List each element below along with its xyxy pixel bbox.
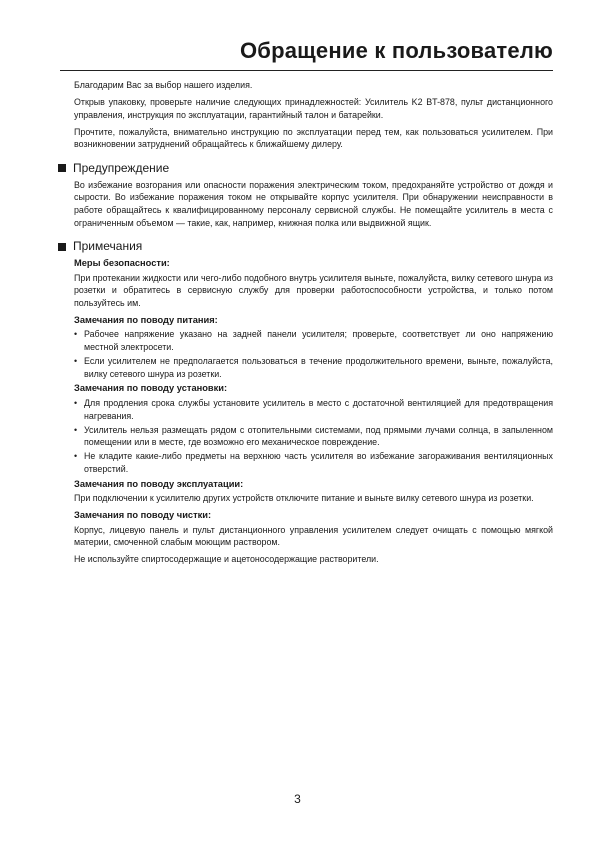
bullet-icon: • <box>74 424 78 435</box>
install-list <box>74 397 553 476</box>
warning-heading <box>58 161 553 176</box>
bullet-icon: • <box>74 397 78 408</box>
list-item <box>74 328 553 353</box>
list-item <box>74 450 553 475</box>
list-item-text: Для продления срока службы установите усилитель в место с достаточной вентиляцией для предотвращения нагревания. <box>84 397 553 421</box>
page-content <box>74 79 553 570</box>
list-item <box>74 397 553 422</box>
bullet-icon: • <box>74 329 78 340</box>
safety-title: Меры безопасности: <box>74 258 170 269</box>
intro-paragraph-2: Открыв упаковку, проверьте наличие следующих принадлежностей: Усилитель K2 BT-878, пульт дистанционного управления, инструкция по эксплуатации, гарантийный талон и батарейки. <box>74 96 553 120</box>
install-title: Замечания по поводу установки: <box>74 383 228 394</box>
notes-heading-text: Примечания <box>73 239 143 254</box>
warning-text: Во избежание возгорания или опасности поражения электрическим током, предохраняйте устройство от дождя и сырости. Во избежание поражения током не открывайте корпус усилителя. При обнаружении неисправности в работе обращайтесь к квалифицированному персоналу сервисной службы. Не помещайте усилитель в места с ограниченным объемом — такие, как, например, книжная полка или выдвижной ящик. <box>74 179 553 228</box>
page-number: 3 <box>294 792 301 806</box>
operation-title: Замечания по поводу эксплуатации: <box>74 478 244 489</box>
list-item-text: Усилитель нельзя размещать рядом с отопительными системами, под прямыми лучами солнца, в запыленном помещении или в месте, где возможно его механическое повреждение. <box>84 424 553 448</box>
cleaning-text-1: Корпус, лицевую панель и пульт дистанционного управления усилителем следует очищать с помощью мягкой материи, смоченной слабым моющим раствором. <box>74 524 553 548</box>
page-title: Обращение к пользователю <box>239 38 553 63</box>
list-item-text: Не кладите какие-либо предметы на верхнюю часть усилителя во избежание загораживания вентиляционных отверстий. <box>84 451 553 474</box>
list-item <box>74 424 553 449</box>
list-item-text: Если усилителем не предполагается пользоваться в течение продолжительного времени, выньте, пожалуйста, вилку сетевого шнура из розетки. <box>84 356 553 379</box>
cleaning-title: Замечания по поводу чистки: <box>74 510 212 521</box>
intro-paragraph-3: Прочтите, пожалуйста, внимательно инструкцию по эксплуатации перед тем, как пользоваться усилителем. При возникновении затруднений обращайтесь к ближайшему дилеру. <box>74 126 553 150</box>
power-list <box>74 328 553 380</box>
bullet-icon: • <box>74 356 78 367</box>
title-rule <box>60 70 553 71</box>
list-item <box>74 355 553 380</box>
operation-text: При подключении к усилителю других устройств отключите питание и выньте вилку сетевого шнура из розетки. <box>74 493 534 504</box>
square-bullet-icon <box>58 164 66 172</box>
power-title: Замечания по поводу питания: <box>74 314 218 325</box>
square-bullet-icon <box>58 243 66 251</box>
list-item-text: Рабочее напряжение указано на задней панели усилителя; проверьте, соответствует ли оно напряжению местной электросети. <box>84 329 553 353</box>
safety-text: При протекании жидкости или чего-либо подобного внутрь усилителя выньте, пожалуйста, вилку сетевого шнура из розетки и обратитесь в сервисную службу для проверки работоспособности устройства, и только потом пользуйтесь им. <box>74 272 553 308</box>
notes-heading <box>58 239 553 254</box>
cleaning-text-2: Не используйте спиртосодержащие и ацетоносодержащие растворители. <box>74 554 379 565</box>
intro-paragraph-1: Благодарим Вас за выбор нашего изделия. <box>74 80 253 90</box>
bullet-icon: • <box>74 451 78 462</box>
warning-heading-text: Предупреждение <box>73 160 170 175</box>
